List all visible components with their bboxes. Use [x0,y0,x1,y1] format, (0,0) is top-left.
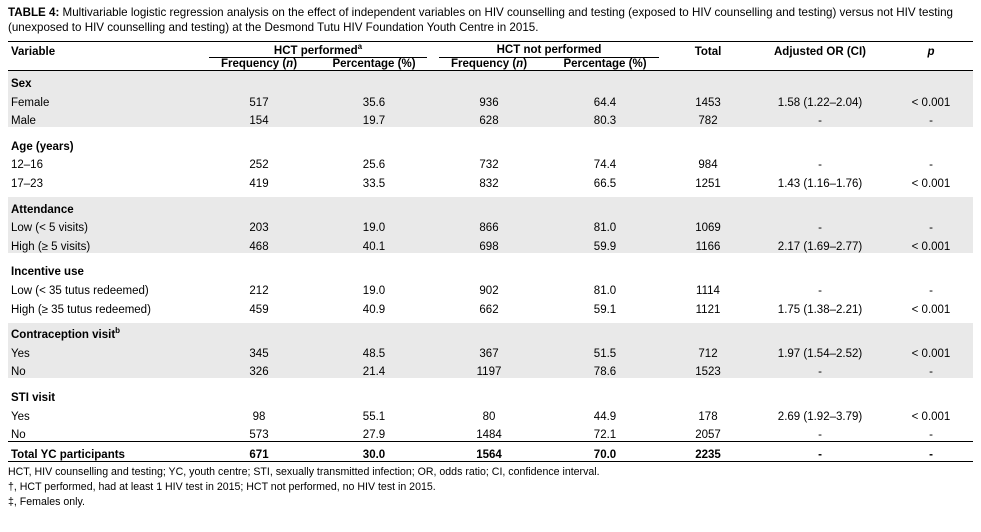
group-blank-cell [433,260,545,279]
group-blank-cell [433,71,545,90]
cell-p2: 78.6 [545,360,665,379]
cell-f2: 698 [433,234,545,253]
cell-p2: 74.4 [545,153,665,172]
cell-or: - [751,153,889,172]
cell-p1: 40.9 [315,297,433,316]
cell-p2: 51.5 [545,341,665,360]
group-blank-cell [203,260,315,279]
group-blank-cell [433,323,545,342]
table-group-row [8,323,973,342]
header-sub-or [751,58,889,71]
table-spacer-row [8,127,973,134]
cell-p1: 48.5 [315,341,433,360]
group-blank-cell [315,134,433,153]
group-blank-cell [545,260,665,279]
cell-p2: 59.1 [545,297,665,316]
group-blank-cell [889,134,973,153]
table-group-row [8,260,973,279]
table-total-row [8,442,973,462]
cell-f2: 866 [433,216,545,235]
row-label: No [8,360,203,379]
group-blank-cell [751,71,889,90]
cell-p1: 21.4 [315,360,433,379]
cell-f1: 154 [203,109,315,128]
header-row-top [8,41,973,58]
cell-p2: 81.0 [545,278,665,297]
group-blank-cell [315,385,433,404]
group-blank-cell [433,385,545,404]
header-hct-performed-label: HCT performed [273,44,358,57]
cell-f1: 419 [203,171,315,190]
cell-or: - [751,360,889,379]
group-blank-cell [665,323,751,342]
row-label: 17–23 [8,171,203,190]
cell-p: - [889,109,973,128]
group-blank-cell [545,323,665,342]
group-label: Contraception visit$^b$ [8,323,203,342]
cell-p1: 19.7 [315,109,433,128]
cell-p: < 0.001 [889,90,973,109]
cell-p1: 35.6 [315,90,433,109]
row-label: Female [8,90,203,109]
group-blank-cell [203,385,315,404]
cell-f2: 628 [433,109,545,128]
group-blank-cell [751,323,889,342]
group-blank-cell [665,197,751,216]
cell-f1: 468 [203,234,315,253]
total-cell-p2: 70.0 [545,442,665,462]
table-group-row [8,197,973,216]
row-label: High (≥ 35 tutus redeemed) [8,297,203,316]
group-blank-cell [203,71,315,90]
total-cell-f2: 1564 [433,442,545,462]
table-row [8,341,973,360]
header-hct-not-performed [433,41,665,58]
cell-or: - [751,109,889,128]
cell-total: 984 [665,153,751,172]
cell-f1: 517 [203,90,315,109]
table-caption [8,5,973,36]
group-blank-cell [315,260,433,279]
table-row [8,171,973,190]
group-label: Incentive use [8,260,203,279]
cell-total: 1114 [665,278,751,297]
cell-p: < 0.001 [889,234,973,253]
table-body [8,71,973,462]
total-label: Total YC participants [8,442,203,462]
cell-p2: 72.1 [545,423,665,442]
cell-f2: 732 [433,153,545,172]
header-hct-performed [203,41,433,58]
cell-total: 1523 [665,360,751,379]
cell-f2: 1197 [433,360,545,379]
cell-total: 1069 [665,216,751,235]
group-blank-cell [433,197,545,216]
group-blank-cell [889,197,973,216]
header-frequency-1: Frequency (n) [203,58,315,71]
cell-p1: 40.1 [315,234,433,253]
cell-p: < 0.001 [889,341,973,360]
table-caption-text: Multivariable logistic regression analysis on the effect of independent variables on HIV counselling and testing (exposed to HIV counselling and testing) versus not HIV testing (unexposed to HIV counselling and testing) at the Desmond Tutu HIV Foundation Youth Centre in 2015. [8,6,953,35]
cell-f2: 936 [433,90,545,109]
header-percentage-1: Percentage (%) [315,58,433,71]
header-total: Total [665,41,751,58]
group-blank-cell [751,134,889,153]
cell-p: < 0.001 [889,404,973,423]
group-blank-cell [889,323,973,342]
row-label: Low (< 35 tutus redeemed) [8,278,203,297]
row-label: No [8,423,203,442]
footnotes [8,465,973,510]
table-row [8,278,973,297]
group-label: Sex [8,71,203,90]
cell-p2: 64.4 [545,90,665,109]
cell-p1: 27.9 [315,423,433,442]
group-blank-cell [203,323,315,342]
cell-f2: 832 [433,171,545,190]
group-label: STI visit [8,385,203,404]
cell-total: 178 [665,404,751,423]
header-variable: Variable [8,41,203,58]
cell-p: < 0.001 [889,171,973,190]
cell-p: - [889,153,973,172]
table-row [8,404,973,423]
cell-p2: 81.0 [545,216,665,235]
footnote-2: ‡, Females only. [8,496,85,509]
cell-p1: 19.0 [315,278,433,297]
group-label: Age (years) [8,134,203,153]
table-row [8,297,973,316]
header-percentage-2: Percentage (%) [545,58,665,71]
row-label: High (≥ 5 visits) [8,234,203,253]
row-label: 12–16 [8,153,203,172]
table-spacer-row [8,190,973,197]
cell-f2: 367 [433,341,545,360]
table-row [8,423,973,442]
cell-p: - [889,216,973,235]
cell-f1: 252 [203,153,315,172]
table-row [8,360,973,379]
table-caption-label: TABLE 4: [8,6,60,19]
cell-total: 1453 [665,90,751,109]
cell-f2: 902 [433,278,545,297]
total-cell-or: - [751,442,889,462]
table-spacer-row [8,378,973,385]
group-blank-cell [203,197,315,216]
cell-or: 1.75 (1.38–2.21) [751,297,889,316]
group-blank-cell [315,323,433,342]
group-label-sup: b [115,326,121,336]
cell-or: 2.17 (1.69–2.77) [751,234,889,253]
group-blank-cell [315,197,433,216]
table-row [8,153,973,172]
header-sub-p [889,58,973,71]
cell-or: - [751,423,889,442]
header-hct-not-performed-label: HCT not performed [439,44,659,58]
table-row [8,216,973,235]
group-blank-cell [889,71,973,90]
cell-p: < 0.001 [889,297,973,316]
results-table [8,41,973,463]
cell-or: 1.43 (1.16–1.76) [751,171,889,190]
header-frequency-2: Frequency (n) [433,58,545,71]
group-blank-cell [545,134,665,153]
cell-p1: 19.0 [315,216,433,235]
group-blank-cell [665,260,751,279]
table-row [8,234,973,253]
row-label: Male [8,109,203,128]
table-row [8,90,973,109]
group-blank-cell [665,71,751,90]
header-adjusted-or: Adjusted OR (CI) [751,41,889,58]
cell-or: - [751,216,889,235]
cell-f1: 98 [203,404,315,423]
cell-p1: 25.6 [315,153,433,172]
table-head [8,41,973,71]
cell-p1: 33.5 [315,171,433,190]
cell-f1: 345 [203,341,315,360]
cell-p2: 66.5 [545,171,665,190]
cell-p: - [889,278,973,297]
header-sub-blank [8,58,203,71]
table-spacer-row [8,253,973,260]
group-blank-cell [751,197,889,216]
table-group-row [8,385,973,404]
group-blank-cell [751,260,889,279]
cell-p2: 59.9 [545,234,665,253]
group-blank-cell [889,260,973,279]
cell-f1: 459 [203,297,315,316]
cell-p: - [889,360,973,379]
cell-or: 1.58 (1.22–2.04) [751,90,889,109]
cell-total: 1166 [665,234,751,253]
total-cell-p1: 30.0 [315,442,433,462]
total-cell-total: 2235 [665,442,751,462]
table-row [8,109,973,128]
header-hct-performed-sup: a [357,41,363,51]
cell-f1: 203 [203,216,315,235]
cell-p: - [889,423,973,442]
group-blank-cell [315,71,433,90]
group-blank-cell [545,385,665,404]
cell-total: 712 [665,341,751,360]
cell-f1: 212 [203,278,315,297]
table-spacer-row [8,316,973,323]
group-blank-cell [889,385,973,404]
cell-p2: 80.3 [545,109,665,128]
group-blank-cell [751,385,889,404]
cell-total: 782 [665,109,751,128]
cell-f1: 573 [203,423,315,442]
cell-p1: 55.1 [315,404,433,423]
cell-or: 2.69 (1.92–3.79) [751,404,889,423]
cell-total: 1251 [665,171,751,190]
cell-f2: 1484 [433,423,545,442]
header-sub-total [665,58,751,71]
group-blank-cell [665,385,751,404]
group-blank-cell [545,71,665,90]
group-blank-cell [665,134,751,153]
cell-or: 1.97 (1.54–2.52) [751,341,889,360]
cell-f1: 326 [203,360,315,379]
cell-f2: 80 [433,404,545,423]
total-cell-f1: 671 [203,442,315,462]
group-blank-cell [433,134,545,153]
header-p: p [889,41,973,58]
table-group-row [8,134,973,153]
footnote-1: †, HCT performed, had at least 1 HIV test in 2015; HCT not performed, no HIV test in 2015. [8,481,436,494]
cell-f2: 662 [433,297,545,316]
group-blank-cell [203,134,315,153]
row-label: Yes [8,404,203,423]
cell-total: 1121 [665,297,751,316]
group-blank-cell [545,197,665,216]
group-label: Attendance [8,197,203,216]
row-label: Yes [8,341,203,360]
cell-total: 2057 [665,423,751,442]
cell-or: - [751,278,889,297]
header-row-sub [8,58,973,71]
table-group-row [8,71,973,90]
cell-p2: 44.9 [545,404,665,423]
total-cell-p: - [889,442,973,462]
footnote-0: HCT, HIV counselling and testing; YC, youth centre; STI, sexually transmitted infection; OR, odds ratio; CI, confidence interval. [8,466,600,479]
row-label: Low (< 5 visits) [8,216,203,235]
